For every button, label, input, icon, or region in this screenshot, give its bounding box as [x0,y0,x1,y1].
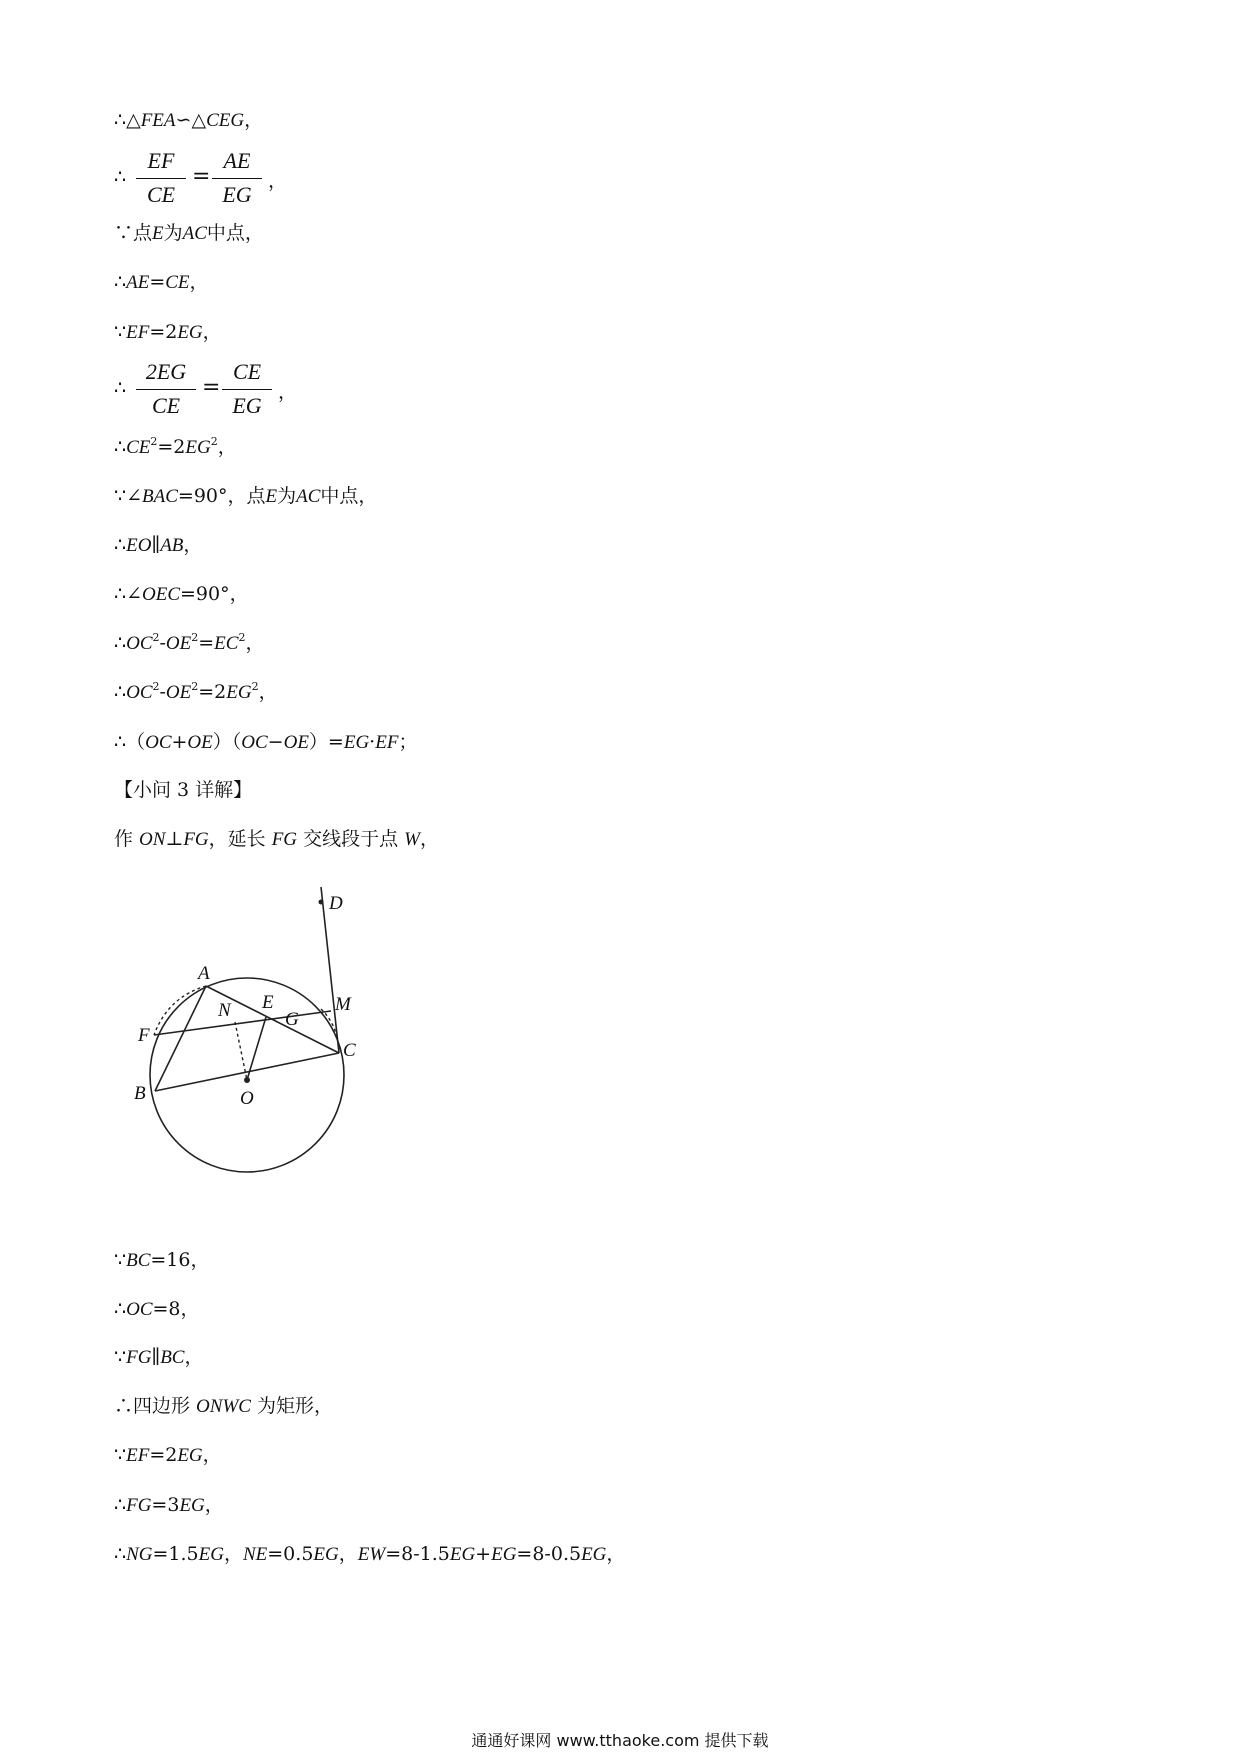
line-7: $\therefore CE^2=2EG^2$， [114,435,237,458]
segment-ON [235,1022,247,1080]
line-5: ∵EF=2EG， [114,321,222,343]
label-A: A [198,963,210,984]
line-10: ∴∠OEC=90°， [114,583,249,605]
segment-BA [155,986,206,1091]
line-8: ∵∠BAC=90°，点E为AC中点， [114,485,378,507]
section-heading: 【小问 3 详解】 [114,779,253,801]
label-M: M [335,994,351,1015]
line-11: $\therefore OC^2-OE^2=EC^2$， [114,631,265,654]
label-D: D [329,893,343,914]
label-C: C [343,1040,356,1061]
label-F: F [138,1025,150,1046]
line-19: ∴四边形 ONWC 为矩形， [114,1395,333,1417]
line-4: ∴AE=CE， [114,271,209,293]
line-12: $\therefore OC^2-OE^2=2EG^2$， [114,680,278,703]
line-16: ∵BC=16， [114,1249,210,1271]
point-D [319,900,324,905]
line-15: 作 ON⊥FG，延长 FG 交线段于点 W， [114,828,439,850]
line-9: ∴EO∥AB， [114,534,203,556]
line-3: ∵点E为AC中点， [114,222,264,244]
segment-FM [154,1011,331,1035]
footer-watermark: 通通好课网 www.tthaoke.com 提供下载 [471,1731,769,1750]
line-1: ∴△FEA∽△CEG， [114,109,264,131]
line-17: ∴OC=8， [114,1298,200,1320]
geometry-figure [110,865,390,1175]
line-13: ∴（OC+OE）（OC−OE）=EG·EF； [114,731,418,753]
label-G: G [285,1009,299,1030]
point-O [244,1077,250,1083]
segment-BC [155,1053,339,1091]
line-20: ∵EF=2EG， [114,1444,222,1466]
line-21: ∴FG=3EG， [114,1494,224,1516]
label-O: O [240,1088,254,1109]
label-B: B [134,1083,146,1104]
line-22: ∴NG=1.5EG，NE=0.5EG，EW=8-1.5EG+EG=8-0.5EG， [114,1543,626,1565]
label-E: E [262,992,274,1013]
label-N: N [218,1000,231,1021]
fraction-line-2: ∴ 2EG CE = CE EG ， [114,359,298,418]
fraction-line-1: ∴ EF CE = AE EG ， [114,148,288,207]
line-18: ∵FG∥BC， [114,1346,204,1368]
